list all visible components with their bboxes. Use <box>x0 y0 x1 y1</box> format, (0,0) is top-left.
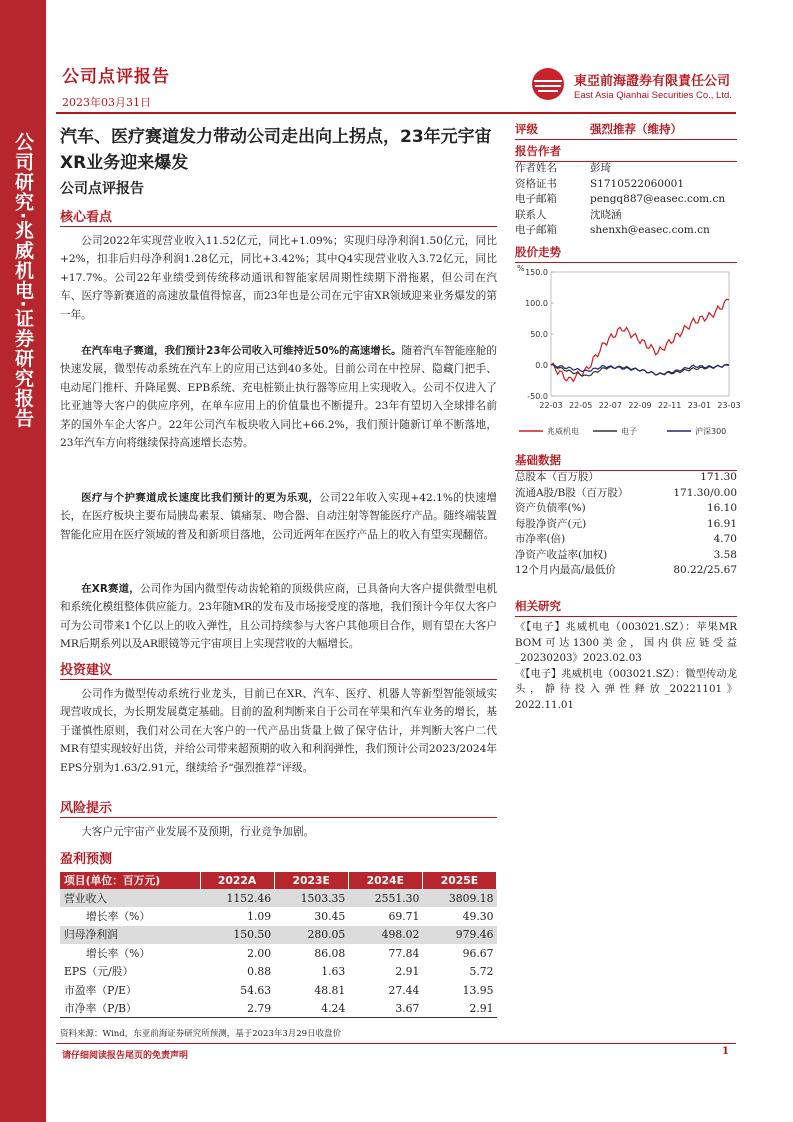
company-name-en: East Asia Qianhai Securities Co., Ltd. <box>574 90 732 101</box>
table-cell: 增长率（%） <box>86 910 151 924</box>
y-tick-label: -50.0 <box>527 392 548 401</box>
basic-data-heading: 基础数据 <box>515 452 737 471</box>
table-header-cell: 2022A <box>200 872 274 889</box>
table-cell: 86.08 <box>314 946 346 960</box>
kv-value: pengq887@easec.com.cn <box>590 193 726 205</box>
kv-key: 电子邮箱 <box>515 224 557 236</box>
company-name-cn: 東亞前海證券有限責任公司 <box>574 74 731 89</box>
table-row <box>60 999 497 1017</box>
table-cell: 1.63 <box>321 965 346 979</box>
x-tick-label: 22-11 <box>658 401 682 410</box>
kv-key: 净资产收益率(加权) <box>515 548 608 561</box>
kv-key: 每股净资产(元) <box>515 517 587 530</box>
table-cell: 市盈率（P/E） <box>64 983 137 997</box>
legend-label: 电子 <box>621 427 637 436</box>
x-tick-label: 22-09 <box>628 401 652 410</box>
table-header-cell: 2025E <box>422 872 496 889</box>
table-cell: 1503.35 <box>274 889 348 907</box>
core-paragraph-3 <box>60 489 497 544</box>
related-heading: 相关研究 <box>515 598 737 617</box>
table-row <box>60 981 497 999</box>
table-cell: 4.24 <box>274 999 348 1017</box>
kv-key: 作者姓名 <box>515 162 557 174</box>
table-cell: 49.30 <box>462 910 494 924</box>
report-type: 公司点评报告 <box>62 67 170 87</box>
table-cell: 2.00 <box>247 946 272 960</box>
rating-value: 强烈推荐（维持） <box>590 122 682 136</box>
kv-value: shenxh@easec.com.cn <box>590 224 710 236</box>
core-paragraph-2-lead: 在汽车电子赛道，我们预计23年公司收入可维持近50%的高速增长。 <box>81 345 402 357</box>
table-cell: 营业收入 <box>60 889 200 907</box>
legend-label: 沪深300 <box>695 427 727 436</box>
invest-paragraph: 公司作为微型传动系统行业龙头，目前已在XR、汽车、医疗、机器人等新型智能领域实现营收成长，为长期发展奠定基础。目前的盈利判断来自于公司在苹果和汽车业务的增长，基于谨慎性原则，我们对公司在大客户的一代产品出货量上做了保守估计，并判断大客户二代MR有望实现较好出货，并给公司带来超预期的收入和利润弹性，我们预计公司2023/2024年EPS分别为1.63/2.91元，继续给予“强烈推荐”评级。 <box>60 688 497 774</box>
chart-heading: 股价走势 <box>515 244 737 263</box>
kv-row <box>515 161 737 177</box>
table-cell: 979.46 <box>422 926 496 944</box>
related-item: 《【电子】兆威机电（003021.SZ）：微型传动龙头，静待投入弹性释放_20221101》2022.11.01 <box>515 667 737 711</box>
table-header-cell: 2024E <box>348 872 422 889</box>
kv-row <box>515 548 737 564</box>
section-divider <box>60 226 497 227</box>
kv-key: 12个月内最高/最低价 <box>515 564 616 576</box>
table-cell: 5.72 <box>469 965 494 979</box>
chart-frame <box>551 272 729 396</box>
report-title: 汽车、医疗赛道发力带动公司走出向上拐点，23年元宇宙XR业务迎来爆发 <box>60 127 492 173</box>
kv-key: 市净率(倍) <box>515 533 566 545</box>
x-tick-label: 23-03 <box>717 401 741 410</box>
kv-row <box>515 223 737 239</box>
rating-label: 评级 <box>515 122 538 136</box>
kv-value: 彭琦 <box>590 162 611 174</box>
table-cell: 27.44 <box>388 983 420 997</box>
series-line-沪深300 <box>551 364 729 375</box>
kv-key: 资产负债率(%) <box>515 502 586 514</box>
basic-data-list <box>515 470 737 579</box>
y-tick-label: 50.0 <box>530 330 548 339</box>
table-row <box>60 889 497 907</box>
table-cell: 13.95 <box>462 983 494 997</box>
y-tick-label: 0.0 <box>535 361 548 370</box>
core-paragraph-1: 公司2022年实现营业收入11.52亿元，同比+1.09%；实现归母净利润1.50亿元，同比+2%，扣非后归母净利润1.28亿元，同比+3.42%；其中Q4实现营业收入3.72亿元，同比+17.7%。公司22年业绩受到传统移动通讯和智能家居周期性续期下滑拖累，但公司在汽车、医疗等新赛道的高速放量值得惊喜，而23年也是公司在元宇宙XR领域迎来业务爆发的第一年。 <box>60 235 497 321</box>
kv-value: 16.91 <box>706 517 737 530</box>
table-cell: 2.91 <box>395 965 420 979</box>
table-row <box>60 944 497 962</box>
stock-price-chart <box>515 262 741 442</box>
table-cell: 2551.30 <box>348 889 422 907</box>
table-cell: 48.81 <box>314 983 346 997</box>
y-tick-label: 150.0 <box>525 268 548 277</box>
table-header-cell: 2023E <box>274 872 348 889</box>
core-paragraph-2 <box>60 342 497 452</box>
authors-heading: 报告作者 <box>515 143 737 162</box>
core-paragraph-4-body: 公司作为国内微型传动齿轮箱的顶级供应商，已具备向大客户提供微型电机和系统化模组整体供应能力。23年随MR的发布及市场接受度的落地，我们预计今年仅大客户可为公司带来1个亿以上的收入弹性，且公司持续参与大客户其他项目合作，则有望在大客户MR后期系列以及AR眼镜等元宇宙项目上实现营收的大幅增长。 <box>60 583 498 651</box>
table-cell: 280.05 <box>274 926 348 944</box>
kv-value: 171.30 <box>700 471 737 483</box>
kv-key: 流通A股/B股（百万股） <box>515 486 629 499</box>
table-row <box>60 963 497 981</box>
core-paragraph-4 <box>60 580 497 654</box>
risk-paragraph: 大客户元宇宙产业发展不及预期，行业竞争加剧。 <box>81 826 315 838</box>
table-cell: 市净率（P/B） <box>60 999 200 1017</box>
forecast-heading: 盈利预测 <box>60 852 113 867</box>
kv-key: 电子邮箱 <box>515 193 557 205</box>
kv-value: 80.22/25.67 <box>673 564 737 576</box>
table-cell: 54.63 <box>240 983 272 997</box>
table-cell: 2.79 <box>200 999 274 1017</box>
table-cell: 77.84 <box>388 946 420 960</box>
kv-row <box>515 532 737 548</box>
table-cell: 0.88 <box>247 965 272 979</box>
table-row <box>60 926 497 944</box>
kv-value: 沈晓涵 <box>590 208 622 221</box>
table-cell: 30.45 <box>314 910 346 924</box>
header-divider <box>56 112 736 114</box>
core-paragraph-2-body: 随着汽车智能座舱的快速发展，微型传动系统在汽车上的应用已达到40多处。目前公司在中控屏、隐藏门把手、电动尾门推杆、升降尾翼、EPB系统、充电桩锁止执行器等应用上实现收入。公司不仅进入了比亚迪等大客户的供应序列，在单车应用上的价值量也不断提升。23年有望切入全球排名前茅的国外车企大客户。22年公司汽车板块收入同比+66.2%，我们预计随新订单不断落地，23年汽车方向将继续保持高速增长态势。 <box>60 345 498 450</box>
table-cell: 1152.46 <box>200 889 274 907</box>
company-logo-icon <box>530 66 566 102</box>
forecast-table <box>60 872 497 1018</box>
kv-row <box>515 486 737 502</box>
kv-row <box>515 501 737 517</box>
related-research-list <box>515 620 737 713</box>
core-paragraph-4-lead: 在XR赛道， <box>81 583 140 595</box>
kv-row <box>515 177 737 193</box>
core-paragraph-3-body: 公司22年收入实现+42.1%的快速增长，在医疗板块主要布局胰岛素泵、镇痛泵、吻合器、自动注射等智能医疗产品。随终端装置智能化应用在医疗领域的普及和新项目落地，公司近两年在医疗产品上的收入有望实现翻倍。 <box>60 492 498 541</box>
table-cell: 96.67 <box>462 946 494 960</box>
kv-key: 资格证书 <box>515 177 557 190</box>
sidebar-band <box>0 0 46 1122</box>
rating-block <box>515 121 737 140</box>
x-tick-label: 22-05 <box>569 401 593 410</box>
kv-row <box>515 192 737 208</box>
x-tick-label: 23-01 <box>687 401 711 410</box>
related-item: 《【电子】兆威机电（003021.SZ）：苹果MR BOM可达1300美金，国内供应链受益_20230203》2023.02.03 <box>515 621 737 664</box>
page-number: 1 <box>722 1046 729 1057</box>
authors-list <box>515 161 737 239</box>
kv-row <box>515 517 737 533</box>
table-cell: 1.09 <box>247 910 272 924</box>
table-cell: 2.91 <box>422 999 496 1017</box>
kv-value: 16.10 <box>706 502 737 514</box>
table-header-row <box>60 872 497 889</box>
x-tick-label: 22-07 <box>598 401 622 410</box>
core-paragraph-3-lead: 医疗与个护赛道成长速度比我们预计的更为乐观， <box>81 492 320 504</box>
footer-divider <box>56 1043 736 1044</box>
invest-heading: 投资建议 <box>60 663 113 678</box>
y-unit-label: % <box>517 264 525 273</box>
kv-row <box>515 563 737 579</box>
disclaimer-note: 请仔细阅读报告尾页的免责声明 <box>62 1051 189 1061</box>
kv-value: 171.30/0.00 <box>673 486 737 499</box>
table-cell: 归母净利润 <box>60 926 200 944</box>
kv-value: 3.58 <box>713 548 737 561</box>
table-cell: 69.71 <box>388 910 420 924</box>
kv-row <box>515 208 737 224</box>
kv-key: 联系人 <box>515 208 547 221</box>
kv-value: S1710522060001 <box>590 177 685 190</box>
table-header-cell: 项目(单位：百万元) <box>60 872 200 889</box>
risk-heading: 风险提示 <box>60 801 113 816</box>
core-heading: 核心看点 <box>60 210 113 225</box>
table-row <box>60 907 497 925</box>
table-cell: 3.67 <box>348 999 422 1017</box>
table-cell: EPS（元/股） <box>64 965 134 979</box>
table-source-note: 资料来源：Wind，东亚前海证券研究所预测，基于2023年3月29日收盘价 <box>60 1029 342 1039</box>
table-cell: 150.50 <box>200 926 274 944</box>
kv-row <box>515 470 737 486</box>
table-cell: 增长率（%） <box>86 946 151 960</box>
kv-key: 总股本（百万股） <box>515 471 599 483</box>
section-divider <box>60 679 497 680</box>
section-divider <box>60 817 497 818</box>
legend-label: 兆威机电 <box>547 427 579 436</box>
report-date: 2023年03月31日 <box>62 96 151 109</box>
report-subtitle: 公司点评报告 <box>60 181 144 197</box>
kv-value: 4.70 <box>713 533 737 545</box>
sidebar-category: 公司研究·兆威机电·证券研究报告 <box>12 132 34 429</box>
table-cell: 498.02 <box>348 926 422 944</box>
y-tick-label: 100.0 <box>525 299 548 308</box>
table-cell: 3809.18 <box>422 889 496 907</box>
x-tick-label: 22-03 <box>539 401 563 410</box>
